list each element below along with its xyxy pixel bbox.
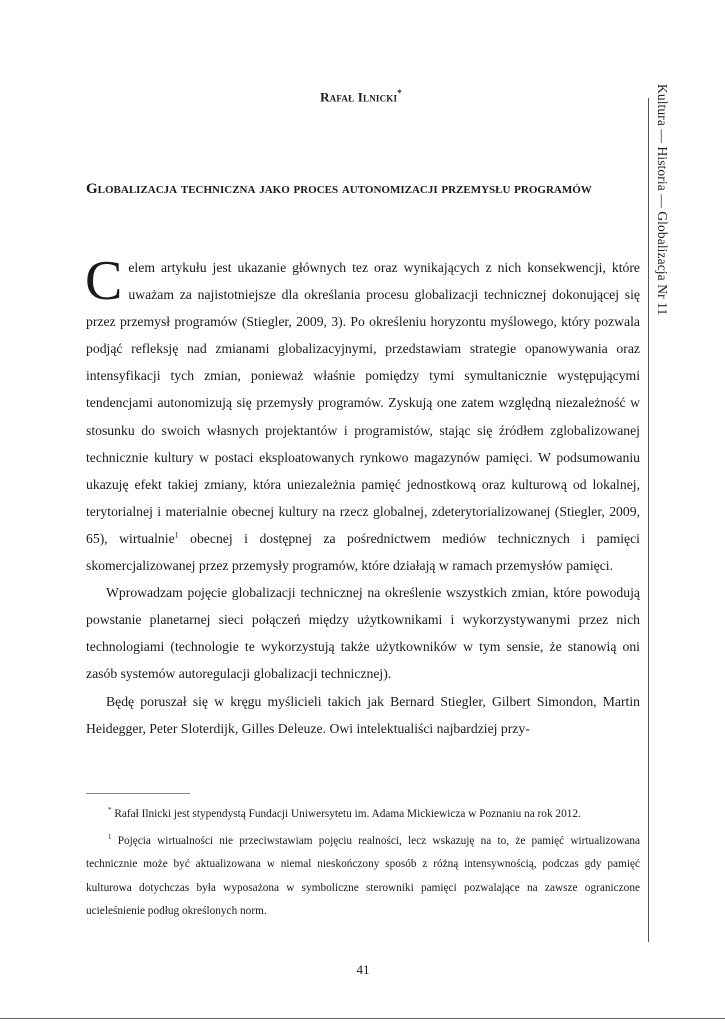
footnotes — [86, 803, 640, 927]
footnote-ref-1: 1 — [174, 530, 179, 540]
paragraph-2: Wprowadzam pojęcie globalizacji technicznej na określenie wszystkich zmian, które powodują powstanie planetarnej sieci połączeń między użytkownikami i wykorzystywanymi przez nich technologiami (technologie te wykorzystują także użytkowników w tym sensie, że stanowią oni zasób systemów autoregulacji globalizacji technicznej). — [86, 585, 640, 682]
article-title: Globalizacja techniczna jako proces autonomizacji przemysłu programów — [86, 181, 592, 197]
footnote-mark: 1 — [108, 832, 112, 841]
footnote-text: Pojęcia wirtualności nie przeciwstawiam pojęciu realności, lecz wskazuję na to, że pamięć wirtualizowana technicznie może być aktualizowana w niemal nieskończony sposób z różną intensywnością, podczas gdy pamięć kulturowa dotychczas była wyposażona w symboliczne sterowniki pamięci pozwalające na zawsze ograniczone ucieleśnienie podług określonych norm. — [86, 834, 640, 917]
drop-cap: C — [85, 250, 123, 312]
article-body — [85, 250, 640, 742]
page-number: 41 — [356, 962, 370, 977]
footnote-mark: * — [108, 806, 112, 815]
author-line — [86, 88, 636, 105]
footnote-1 — [86, 830, 640, 924]
paragraph-1 — [85, 250, 640, 579]
page-bottom-border — [0, 1018, 725, 1019]
footnote-author — [86, 803, 640, 827]
footnote-text: Rafał Ilnicki jest stypendystą Fundacji Uniwersytetu im. Adama Mickiewicza w Poznaniu na rok 2012. — [111, 808, 581, 820]
running-head: Kultura — Historia — Globalizacja Nr 11 — [655, 84, 670, 316]
author-footnote-mark: * — [397, 88, 402, 98]
running-head-rule — [648, 98, 649, 942]
author-name: Rafał Ilnicki — [320, 89, 398, 105]
paragraph-1-text-a: elem artykułu jest ukazanie głównych tez oraz wynikających z nich konsekwencji, które uważam za najistotniejsze dla określania procesu globalizacji technicznej dokonującej się przez przemysł programów (Stiegler, 2009, 3). Po określeniu horyzontu myślowego, który pozwala podjąć refleksję nad zmianami globalizacyjnymi, przedstawiam strategie opanowywania oraz intensyfikacji tych zmian, ponieważ właśnie pomiędzy tymi symultanicznie występującymi tendencjami autonomizują się przemysły programów. Zyskują one zatem względną niezależność w stosunku do swoich własnych projektantów i programistów, stając się źródłem zglobalizowanej technicznie kultury w postaci eksploatowanych rynkowo magazynów pamięci. W podsumowaniu ukazuję efekt takiej zmiany, która uniezależnia pamięć jednostkową oraz kulturową od lokalnej, terytorialnej i materialnie obecnej kultury na rzecz globalnej, zdeterytorializowanej (Stiegler, 2009, 65), wirtualnie — [86, 260, 640, 546]
paragraph-3: Będę poruszał się w kręgu myślicieli takich jak Bernard Stiegler, Gilbert Simondon, Martin Heidegger, Peter Sloterdijk, Gilles Deleuze. Owi intelektualiści najbardziej przy- — [86, 693, 640, 736]
paragraph-1-text-b: obecnej i dostępnej za pośrednictwem mediów technicznych i pamięci skomercjalizowanej przez przemysły programów, które działają w ramach przemysłów pamięci. — [86, 530, 640, 574]
footnote-separator — [86, 793, 190, 794]
